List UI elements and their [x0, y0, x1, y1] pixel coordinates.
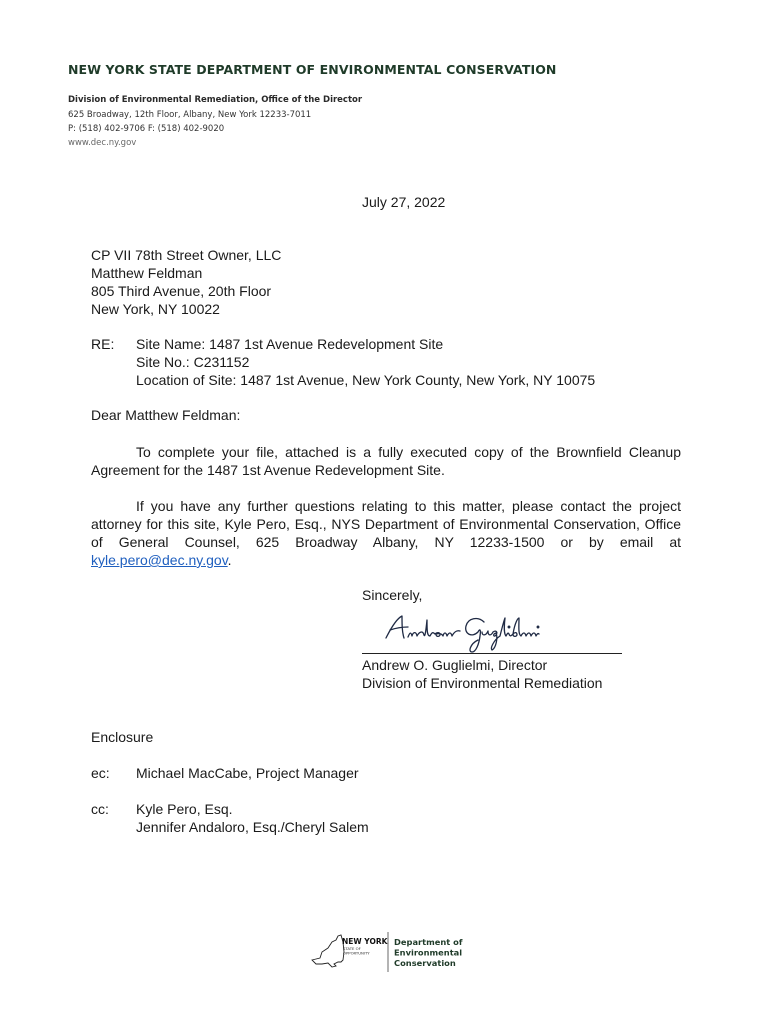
recipient-line: CP VII 78th Street Owner, LLC: [91, 247, 282, 263]
logo-right-line2: Environmental: [394, 947, 463, 958]
agency-name: NEW YORK STATE DEPARTMENT OF ENVIRONMENTAL CONSERVATION: [68, 62, 557, 77]
handwritten-signature: [380, 612, 570, 656]
letterhead-phone-fax: P: (518) 402-9706 F: (518) 402-9020: [68, 124, 225, 134]
cc-label: cc:: [91, 801, 109, 817]
closing: Sincerely,: [362, 587, 423, 603]
letterhead-website[interactable]: www.dec.ny.gov: [68, 138, 137, 148]
ec-label: ec:: [91, 765, 110, 781]
letter-date: July 27, 2022: [362, 194, 446, 210]
logo-left-line1: NEW YORK: [342, 937, 388, 946]
logo-right-line1: Department of: [394, 937, 463, 947]
body-paragraph-2-end: .: [227, 552, 232, 568]
re-site-location: Location of Site: 1487 1st Avenue, New York County, New York, NY 10075: [136, 372, 596, 388]
letterhead-address: 625 Broadway, 12th Floor, Albany, New York 12233-7011: [68, 110, 312, 120]
recipient-line: Matthew Feldman: [91, 265, 203, 281]
ny-state-outline-icon: [312, 935, 344, 967]
body-paragraph-2: [91, 497, 681, 569]
nys-dec-logo: [308, 930, 468, 975]
re-site-name: Site Name: 1487 1st Avenue Redevelopment Site: [136, 336, 444, 352]
logo-left-line3: OPPORTUNITY: [343, 950, 370, 956]
ec-recipient: Michael MacCabe, Project Manager: [136, 765, 359, 781]
cc-recipient: Kyle Pero, Esq.: [136, 801, 233, 817]
signer-name-title: Andrew O. Guglielmi, Director: [362, 657, 548, 673]
body-paragraph-2-text: If you have any further questions relating to this matter, please contact the project attorney for this site, Kyle Pero, Esq., NYS Department of Environmental Conservation, Office of General Counsel, 625 Broadway Albany, NY 12233-1500 or by email at: [91, 498, 681, 550]
signer-division: Division of Environmental Remediation: [362, 675, 603, 691]
recipient-line: New York, NY 10022: [91, 301, 220, 317]
re-label: RE:: [91, 336, 115, 352]
cc-recipient: Jennifer Andaloro, Esq./Cheryl Salem: [136, 819, 369, 835]
re-site-number: Site No.: C231152: [136, 354, 250, 370]
logo-right-line3: Conservation: [394, 958, 456, 968]
salutation: Dear Matthew Feldman:: [91, 407, 241, 423]
signature-line: [362, 653, 622, 654]
body-paragraph-1-text: To complete your file, attached is a fully executed copy of the Brownfield Cleanup Agreement for the 1487 1st Avenue Redevelopment Site.: [91, 444, 681, 478]
email-link[interactable]: kyle.pero@dec.ny.gov: [91, 552, 228, 568]
division-name: Division of Environmental Remediation, Office of the Director: [68, 95, 363, 105]
logo-left-line2: STATE OF: [343, 946, 361, 951]
recipient-line: 805 Third Avenue, 20th Floor: [91, 283, 272, 299]
body-paragraph-1: [91, 443, 681, 479]
enclosure-label: Enclosure: [91, 729, 154, 745]
